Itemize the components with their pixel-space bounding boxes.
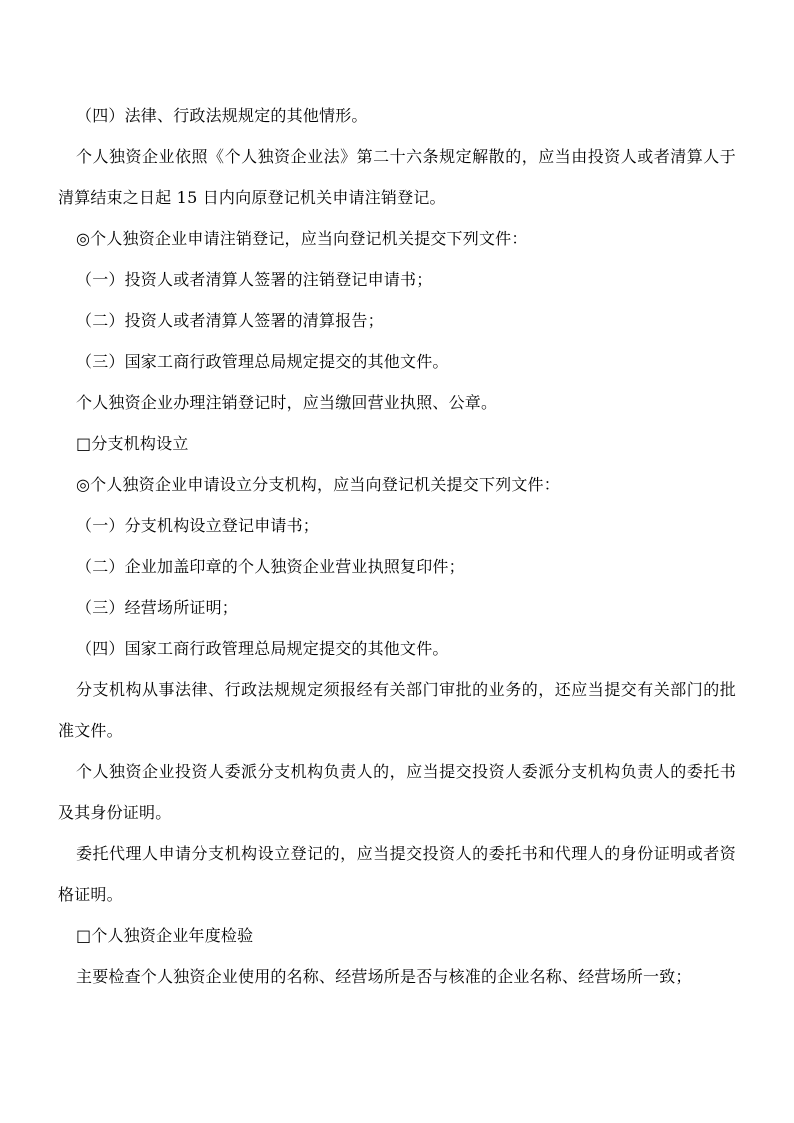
deregistration-item-2: （二）投资人或者清算人签署的清算报告； [76, 311, 384, 330]
annual-inspection-scope-paragraph: 主要检查个人独资企业使用的名称、经营场所是否与核准的企业名称、经营场所一致； [76, 967, 692, 986]
section-heading-annual-inspection: □个人独资企业年度检验 [76, 926, 254, 945]
branch-item-3: （三）经营场所证明； [76, 598, 239, 617]
agent-application-paragraph: 委托代理人申请分支机构设立登记的，应当提交投资人的委托书和代理人的身份证明或者资格证明。 [58, 844, 736, 904]
section-heading-branch-establishment: □分支机构设立 [76, 434, 189, 453]
branch-item-4: （四）国家工商行政管理总局规定提交的其他文件。 [76, 639, 449, 658]
document-page [58, 95, 736, 997]
deregistration-item-3: （三）国家工商行政管理总局规定提交的其他文件。 [76, 352, 449, 371]
deregistration-documents-heading: ◎个人独资企业申请注销登记，应当向登记机关提交下列文件： [76, 229, 528, 248]
branch-item-1: （一）分支机构设立登记申请书； [76, 516, 320, 535]
branch-documents-heading: ◎个人独资企业申请设立分支机构，应当向登记机关提交下列文件： [76, 475, 560, 494]
return-license-paragraph: 个人独资企业办理注销登记时，应当缴回营业执照、公章。 [76, 393, 498, 412]
approval-documents-paragraph: 分支机构从事法律、行政法规规定须报经有关部门审批的业务的，还应当提交有关部门的批准文件。 [58, 680, 736, 740]
clause-four-other-circumstances: （四）法律、行政法规规定的其他情形。 [76, 106, 368, 125]
branch-item-2: （二）企业加盖印章的个人独资企业营业执照复印件； [76, 557, 465, 576]
dissolution-deregistration-paragraph: 个人独资企业依照《个人独资企业法》第二十六条规定解散的，应当由投资人或者清算人于清算结束之日起 15 日内向原登记机关申请注销登记。 [58, 147, 736, 207]
deregistration-item-1: （一）投资人或者清算人签署的注销登记申请书； [76, 270, 433, 289]
branch-head-appointment-paragraph: 个人独资企业投资人委派分支机构负责人的，应当提交投资人委派分支机构负责人的委托书及其身份证明。 [58, 762, 736, 822]
